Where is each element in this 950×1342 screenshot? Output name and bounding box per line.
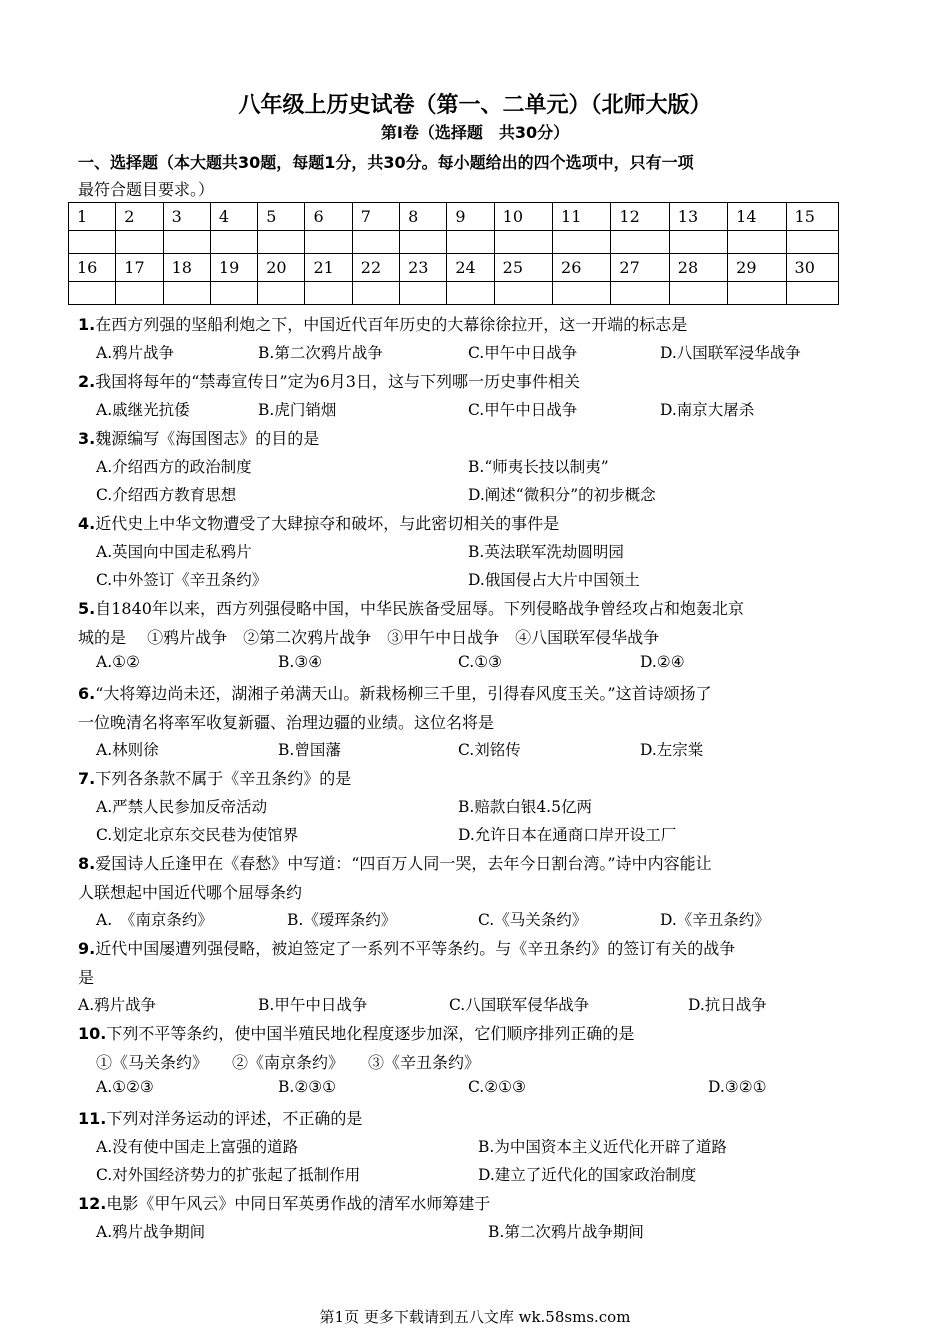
option-d[interactable]: D.《辛丑条约》 xyxy=(660,911,770,929)
answer-blank-cell[interactable] xyxy=(728,231,786,254)
answer-blank-cell[interactable] xyxy=(400,231,447,254)
answer-number-cell: 22 xyxy=(352,254,399,282)
answer-number-cell: 14 xyxy=(728,203,786,231)
question-5-stem xyxy=(78,596,744,619)
option-b[interactable]: B.“师夷长技以制夷” xyxy=(468,458,609,476)
page-subtitle: 第Ⅰ卷（选择题 共30分） xyxy=(380,123,570,142)
option-a[interactable]: A.林则徐 xyxy=(96,741,159,759)
option-b[interactable]: B.赔款白银4.5亿两 xyxy=(458,798,592,816)
answer-blank-cell[interactable] xyxy=(258,282,305,305)
answer-number-cell: 21 xyxy=(305,254,352,282)
answer-blank-cell[interactable] xyxy=(210,231,257,254)
option-d[interactable]: D.抗日战争 xyxy=(688,996,767,1014)
option-a[interactable]: A.鸦片战争 xyxy=(96,344,175,362)
answer-number-row xyxy=(69,254,839,282)
answer-number-cell: 5 xyxy=(258,203,305,231)
option-a[interactable]: A.戚继光抗倭 xyxy=(96,401,190,419)
answer-blank-row xyxy=(69,282,839,305)
question-6-stem-continued: 一位晚清名将率军收复新疆、治理边疆的业绩。这位名将是 xyxy=(78,713,495,732)
answer-blank-cell[interactable] xyxy=(553,231,611,254)
answer-blank-cell[interactable] xyxy=(669,282,727,305)
option-a[interactable]: A.鸦片战争期间 xyxy=(96,1223,206,1241)
answer-number-cell: 7 xyxy=(352,203,399,231)
option-b[interactable]: B.为中国资本主义近代化开辟了道路 xyxy=(478,1138,727,1156)
question-10-stem-continued: ①《马关条约》 ②《南京条约》 ③《辛丑条约》 xyxy=(96,1053,481,1072)
option-b[interactable]: B.②③① xyxy=(278,1078,337,1096)
option-d[interactable]: D.阐述“微积分”的初步概念 xyxy=(468,486,656,504)
answer-blank-cell[interactable] xyxy=(611,282,669,305)
answer-number-cell: 30 xyxy=(786,254,838,282)
answer-number-cell: 17 xyxy=(116,254,163,282)
question-11-stem xyxy=(78,1106,362,1129)
option-d[interactable]: D.左宗棠 xyxy=(640,741,704,759)
answer-number-cell: 24 xyxy=(447,254,494,282)
answer-blank-cell[interactable] xyxy=(116,282,163,305)
option-c[interactable]: C.刘铭传 xyxy=(458,741,521,759)
answer-number-cell: 4 xyxy=(210,203,257,231)
answer-table xyxy=(68,202,839,305)
answer-blank-cell[interactable] xyxy=(258,231,305,254)
answer-number-cell: 23 xyxy=(400,254,447,282)
answer-blank-cell[interactable] xyxy=(494,282,552,305)
option-b[interactable]: B.第二次鸦片战争 xyxy=(258,344,383,362)
question-2-stem xyxy=(78,369,580,392)
answer-blank-cell[interactable] xyxy=(69,282,116,305)
answer-number-cell: 13 xyxy=(669,203,727,231)
question-text: 近代史上中华文物遭受了大肆掠夺和破坏，与此密切相关的事件是 xyxy=(95,514,560,533)
answer-blank-cell[interactable] xyxy=(447,282,494,305)
answer-number-cell: 26 xyxy=(553,254,611,282)
question-text: 爱国诗人丘逢甲在《春愁》中写道：“四百万人同一哭，去年今日割台湾。”诗中内容能让 xyxy=(95,854,712,873)
option-c[interactable]: C.八国联军侵华战争 xyxy=(449,996,590,1014)
option-a[interactable]: A.①②③ xyxy=(96,1078,154,1096)
question-number: 1. xyxy=(78,315,96,334)
question-text: 我国将每年的“禁毒宣传日”定为6月3日，这与下列哪一历史事件相关 xyxy=(95,372,580,391)
section-heading-continued: 最符合题目要求。） xyxy=(78,180,215,199)
answer-number-cell: 29 xyxy=(728,254,786,282)
question-number: 4. xyxy=(78,514,96,533)
page-footer: 第1页 更多下载请到五八文库 wk.58sms.com xyxy=(319,1308,631,1326)
question-text: 自1840年以来，西方列强侵略中国，中华民族备受屈辱。下列侵略战争曾经攻占和炮轰北京 xyxy=(95,599,744,618)
option-c[interactable]: C.中外签订《辛丑条约》 xyxy=(96,571,268,589)
question-9-stem xyxy=(78,936,735,959)
question-4-stem xyxy=(78,511,559,534)
option-d[interactable]: D.②④ xyxy=(640,653,685,671)
answer-number-cell: 8 xyxy=(400,203,447,231)
answer-blank-cell[interactable] xyxy=(163,282,210,305)
question-text: 近代中国屡遭列强侵略，被迫签定了一系列不平等条约。与《辛丑条约》的签订有关的战争 xyxy=(95,939,736,958)
question-text: 电影《甲午风云》中同日军英勇作战的清军水师筹建于 xyxy=(106,1194,491,1213)
answer-blank-cell[interactable] xyxy=(786,231,838,254)
answer-blank-cell[interactable] xyxy=(305,282,352,305)
answer-number-cell: 25 xyxy=(494,254,552,282)
question-8-stem-continued: 人联想起中国近代哪个屈辱条约 xyxy=(78,883,303,902)
answer-blank-cell[interactable] xyxy=(163,231,210,254)
question-5-stem-continued: 城的是 ①鸦片战争 ②第二次鸦片战争 ③甲午中日战争 ④八国联军侵华战争 xyxy=(78,628,660,647)
option-b[interactable]: B.③④ xyxy=(278,653,323,671)
answer-number-cell: 2 xyxy=(116,203,163,231)
question-6-stem xyxy=(78,681,712,704)
option-d[interactable]: D.建立了近代化的国家政治制度 xyxy=(478,1166,697,1184)
option-d[interactable]: D.俄国侵占大片中国领土 xyxy=(468,571,640,589)
answer-blank-cell[interactable] xyxy=(728,282,786,305)
question-1-stem xyxy=(78,312,687,335)
answer-blank-cell[interactable] xyxy=(352,231,399,254)
option-a[interactable]: A.没有使中国走上富强的道路 xyxy=(96,1138,299,1156)
section-heading: 一、选择题（本大题共30题，每题1分，共30分。每小题给出的四个选项中，只有一项 xyxy=(78,153,694,172)
option-d[interactable]: D.③②① xyxy=(708,1078,767,1096)
answer-blank-cell[interactable] xyxy=(553,282,611,305)
question-3-stem xyxy=(78,426,319,449)
option-a[interactable]: A.英国向中国走私鸦片 xyxy=(96,543,252,561)
option-a[interactable]: A.介绍西方的政治制度 xyxy=(96,458,252,476)
question-number: 9. xyxy=(78,939,96,958)
option-b[interactable]: B.《瑷珲条约》 xyxy=(287,911,397,929)
question-8-stem xyxy=(78,851,712,874)
question-number: 3. xyxy=(78,429,96,448)
question-number: 5. xyxy=(78,599,96,618)
question-text: 下列各条款不属于《辛丑条约》的是 xyxy=(95,769,352,788)
question-9-stem-continued: 是 xyxy=(78,968,95,987)
answer-number-cell: 1 xyxy=(69,203,116,231)
answer-blank-cell[interactable] xyxy=(611,231,669,254)
answer-number-cell: 3 xyxy=(163,203,210,231)
question-number: 6. xyxy=(78,684,96,703)
answer-number-cell: 16 xyxy=(69,254,116,282)
question-number: 7. xyxy=(78,769,96,788)
answer-blank-cell[interactable] xyxy=(494,231,552,254)
answer-blank-row xyxy=(69,231,839,254)
option-a[interactable]: A.鸦片战争 xyxy=(78,996,157,1014)
answer-number-cell: 18 xyxy=(163,254,210,282)
option-d[interactable]: D.八国联军浸华战争 xyxy=(660,344,801,362)
option-c[interactable]: C.对外国经济势力的扩张起了抵制作用 xyxy=(96,1166,361,1184)
question-text: 魏源编写《海国图志》的目的是 xyxy=(95,429,320,448)
question-number: 10. xyxy=(78,1024,107,1043)
option-b[interactable]: B.曾国藩 xyxy=(278,741,341,759)
answer-blank-cell[interactable] xyxy=(116,231,163,254)
question-text: “大将筹边尚未还，湖湘子弟满天山。新栽杨柳三千里，引得春风度玉关。”这首诗颂扬了 xyxy=(95,684,712,703)
page-title: 八年级上历史试卷（第一、二单元）（北师大版） xyxy=(238,93,712,118)
option-b[interactable]: B.甲午中日战争 xyxy=(258,996,368,1014)
option-b[interactable]: B.英法联军洗劫圆明园 xyxy=(468,543,624,561)
question-number: 12. xyxy=(78,1194,107,1213)
answer-number-cell: 19 xyxy=(210,254,257,282)
option-a[interactable]: A.严禁人民参加反帝活动 xyxy=(96,798,268,816)
option-c[interactable]: C.《马关条约》 xyxy=(478,911,588,929)
answer-blank-cell[interactable] xyxy=(400,282,447,305)
answer-blank-cell[interactable] xyxy=(352,282,399,305)
answer-blank-cell[interactable] xyxy=(210,282,257,305)
option-d[interactable]: D.允许日本在通商口岸开设工厂 xyxy=(458,826,677,844)
answer-number-cell: 28 xyxy=(669,254,727,282)
question-text: 下列不平等条约，使中国半殖民地化程度逐步加深，它们顺序排列正确的是 xyxy=(106,1024,635,1043)
answer-number-cell: 11 xyxy=(553,203,611,231)
option-c[interactable]: C.甲午中日战争 xyxy=(468,401,578,419)
option-c[interactable]: C.②①③ xyxy=(468,1078,526,1096)
answer-number-cell: 20 xyxy=(258,254,305,282)
option-c[interactable]: C.甲午中日战争 xyxy=(468,344,578,362)
option-c[interactable]: C.介绍西方教育思想 xyxy=(96,486,237,504)
option-b[interactable]: B.虎门销烟 xyxy=(258,401,337,419)
answer-blank-cell[interactable] xyxy=(447,231,494,254)
answer-number-cell: 27 xyxy=(611,254,669,282)
option-c[interactable]: C.①③ xyxy=(458,653,503,671)
question-10-stem xyxy=(78,1021,634,1044)
answer-number-cell: 9 xyxy=(447,203,494,231)
question-7-stem xyxy=(78,766,351,789)
answer-blank-cell[interactable] xyxy=(305,231,352,254)
answer-number-row xyxy=(69,203,839,231)
option-c[interactable]: C.划定北京东交民巷为使馆界 xyxy=(96,826,299,844)
option-d[interactable]: D.南京大屠杀 xyxy=(660,401,755,419)
option-a[interactable]: A. 《南京条约》 xyxy=(96,911,213,929)
option-b[interactable]: B.第二次鸦片战争期间 xyxy=(488,1223,644,1241)
question-number: 11. xyxy=(78,1109,107,1128)
question-number: 8. xyxy=(78,854,96,873)
question-12-stem xyxy=(78,1191,490,1214)
question-text: 在西方列强的坚船利炮之下，中国近代百年历史的大幕徐徐拉开，这一开端的标志是 xyxy=(95,315,688,334)
answer-number-cell: 15 xyxy=(786,203,838,231)
answer-blank-cell[interactable] xyxy=(786,282,838,305)
answer-number-cell: 12 xyxy=(611,203,669,231)
question-number: 2. xyxy=(78,372,96,391)
question-text: 下列对洋务运动的评述，不正确的是 xyxy=(106,1109,363,1128)
answer-blank-cell[interactable] xyxy=(69,231,116,254)
answer-number-cell: 10 xyxy=(494,203,552,231)
answer-number-cell: 6 xyxy=(305,203,352,231)
answer-blank-cell[interactable] xyxy=(669,231,727,254)
option-a[interactable]: A.①② xyxy=(96,653,140,671)
